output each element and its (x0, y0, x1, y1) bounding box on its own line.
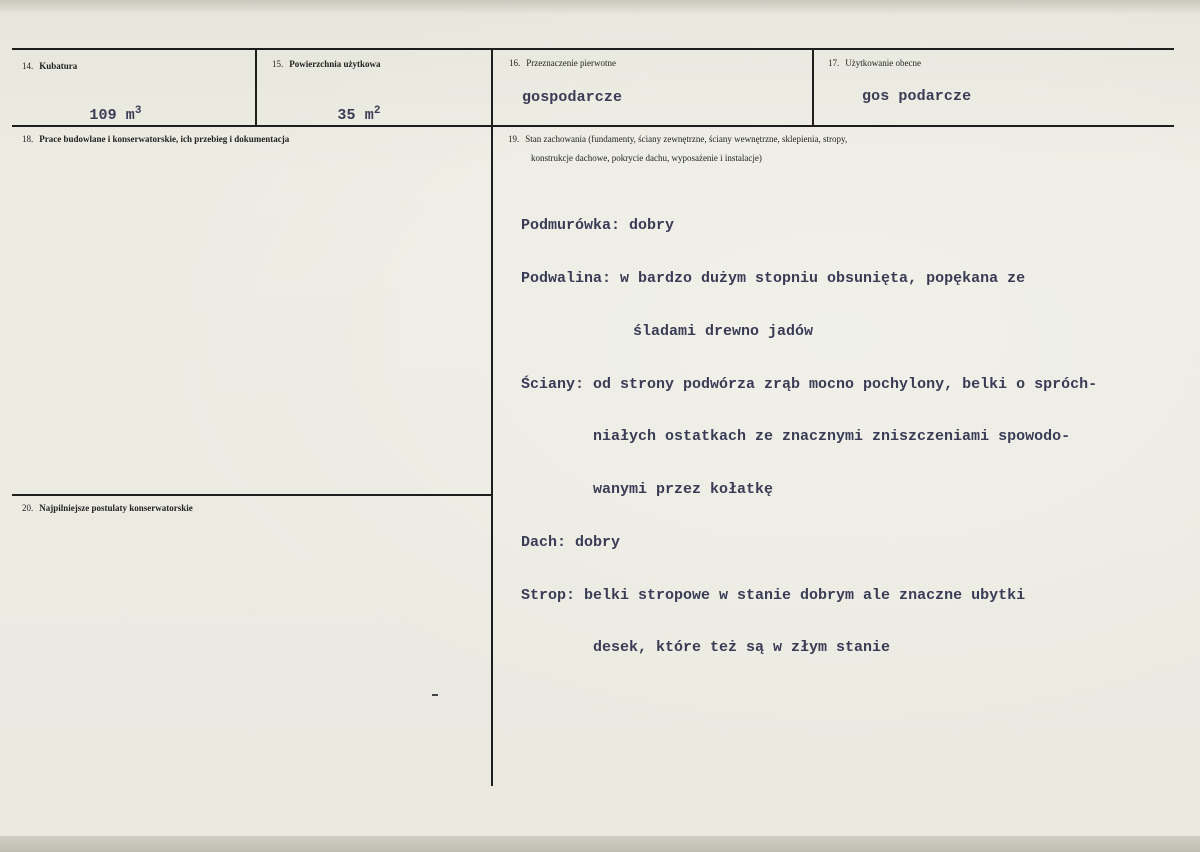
field-14-label: 14. Kubatura (22, 61, 78, 71)
note-line: desek, które też są w złym stanie (593, 639, 891, 657)
rule-section20-top (12, 494, 493, 496)
field-15-value: 35 $m^2$ (337, 105, 381, 124)
note-line: śladami drewno jadów (633, 322, 814, 340)
field-15-label: 15. Powierzchnia użytkowa (272, 59, 381, 69)
note-line: wanymi przez kołatkę (593, 481, 774, 499)
field-17-value: gos podarcze (862, 88, 972, 105)
field-19-label-line2: konstrukcje dachowe, pokrycie dachu, wyposażenie i instalacje) (531, 153, 762, 163)
field-14-value: 109 $m^3$ (89, 105, 142, 124)
scan-bottom-edge (0, 836, 1200, 852)
field-20-label: 20. Najpilniejsze postulaty konserwatorskie (22, 503, 193, 513)
note-line: Strop: belki stropowe w stanie dobrym ale znaczne ubytki (521, 586, 1026, 604)
field-19-typed-notes (521, 182, 1097, 692)
divider-14-15 (255, 48, 257, 127)
field-17-label: 17. Użytkowanie obecne (828, 58, 921, 68)
note-line: Ściany: od strony podwórza zrąb mocno pochylony, belki o spróch- (521, 375, 1098, 393)
divider-16-17 (812, 48, 814, 127)
note-line: niałych ostatkach ze znacznymi zniszczeniami spowodo- (593, 428, 1071, 446)
field-18-label: 18. Prace budowlane i konserwatorskie, ich przebieg i dokumentacja (22, 134, 290, 144)
note-line: Dach: dobry (521, 533, 621, 551)
field-19-label-line1: 19. Stan zachowania (fundamenty, ściany zewnętrzne, ściany wewnętrzne, sklepienia, stropy, (508, 134, 848, 144)
field-16-value: gospodarcze (522, 89, 623, 106)
stray-mark (432, 694, 438, 696)
note-line: Podmurówka: dobry (521, 217, 675, 235)
field-16-label: 16. Przeznaczenie pierwotne (509, 58, 616, 68)
note-line: Podwalina: w bardzo dużym stopniu obsunięta, popękana ze (521, 269, 1026, 287)
scan-top-edge (0, 0, 1200, 14)
rule-top (12, 48, 1174, 50)
divider-main (491, 48, 493, 786)
rule-row1-bottom (12, 125, 1174, 127)
